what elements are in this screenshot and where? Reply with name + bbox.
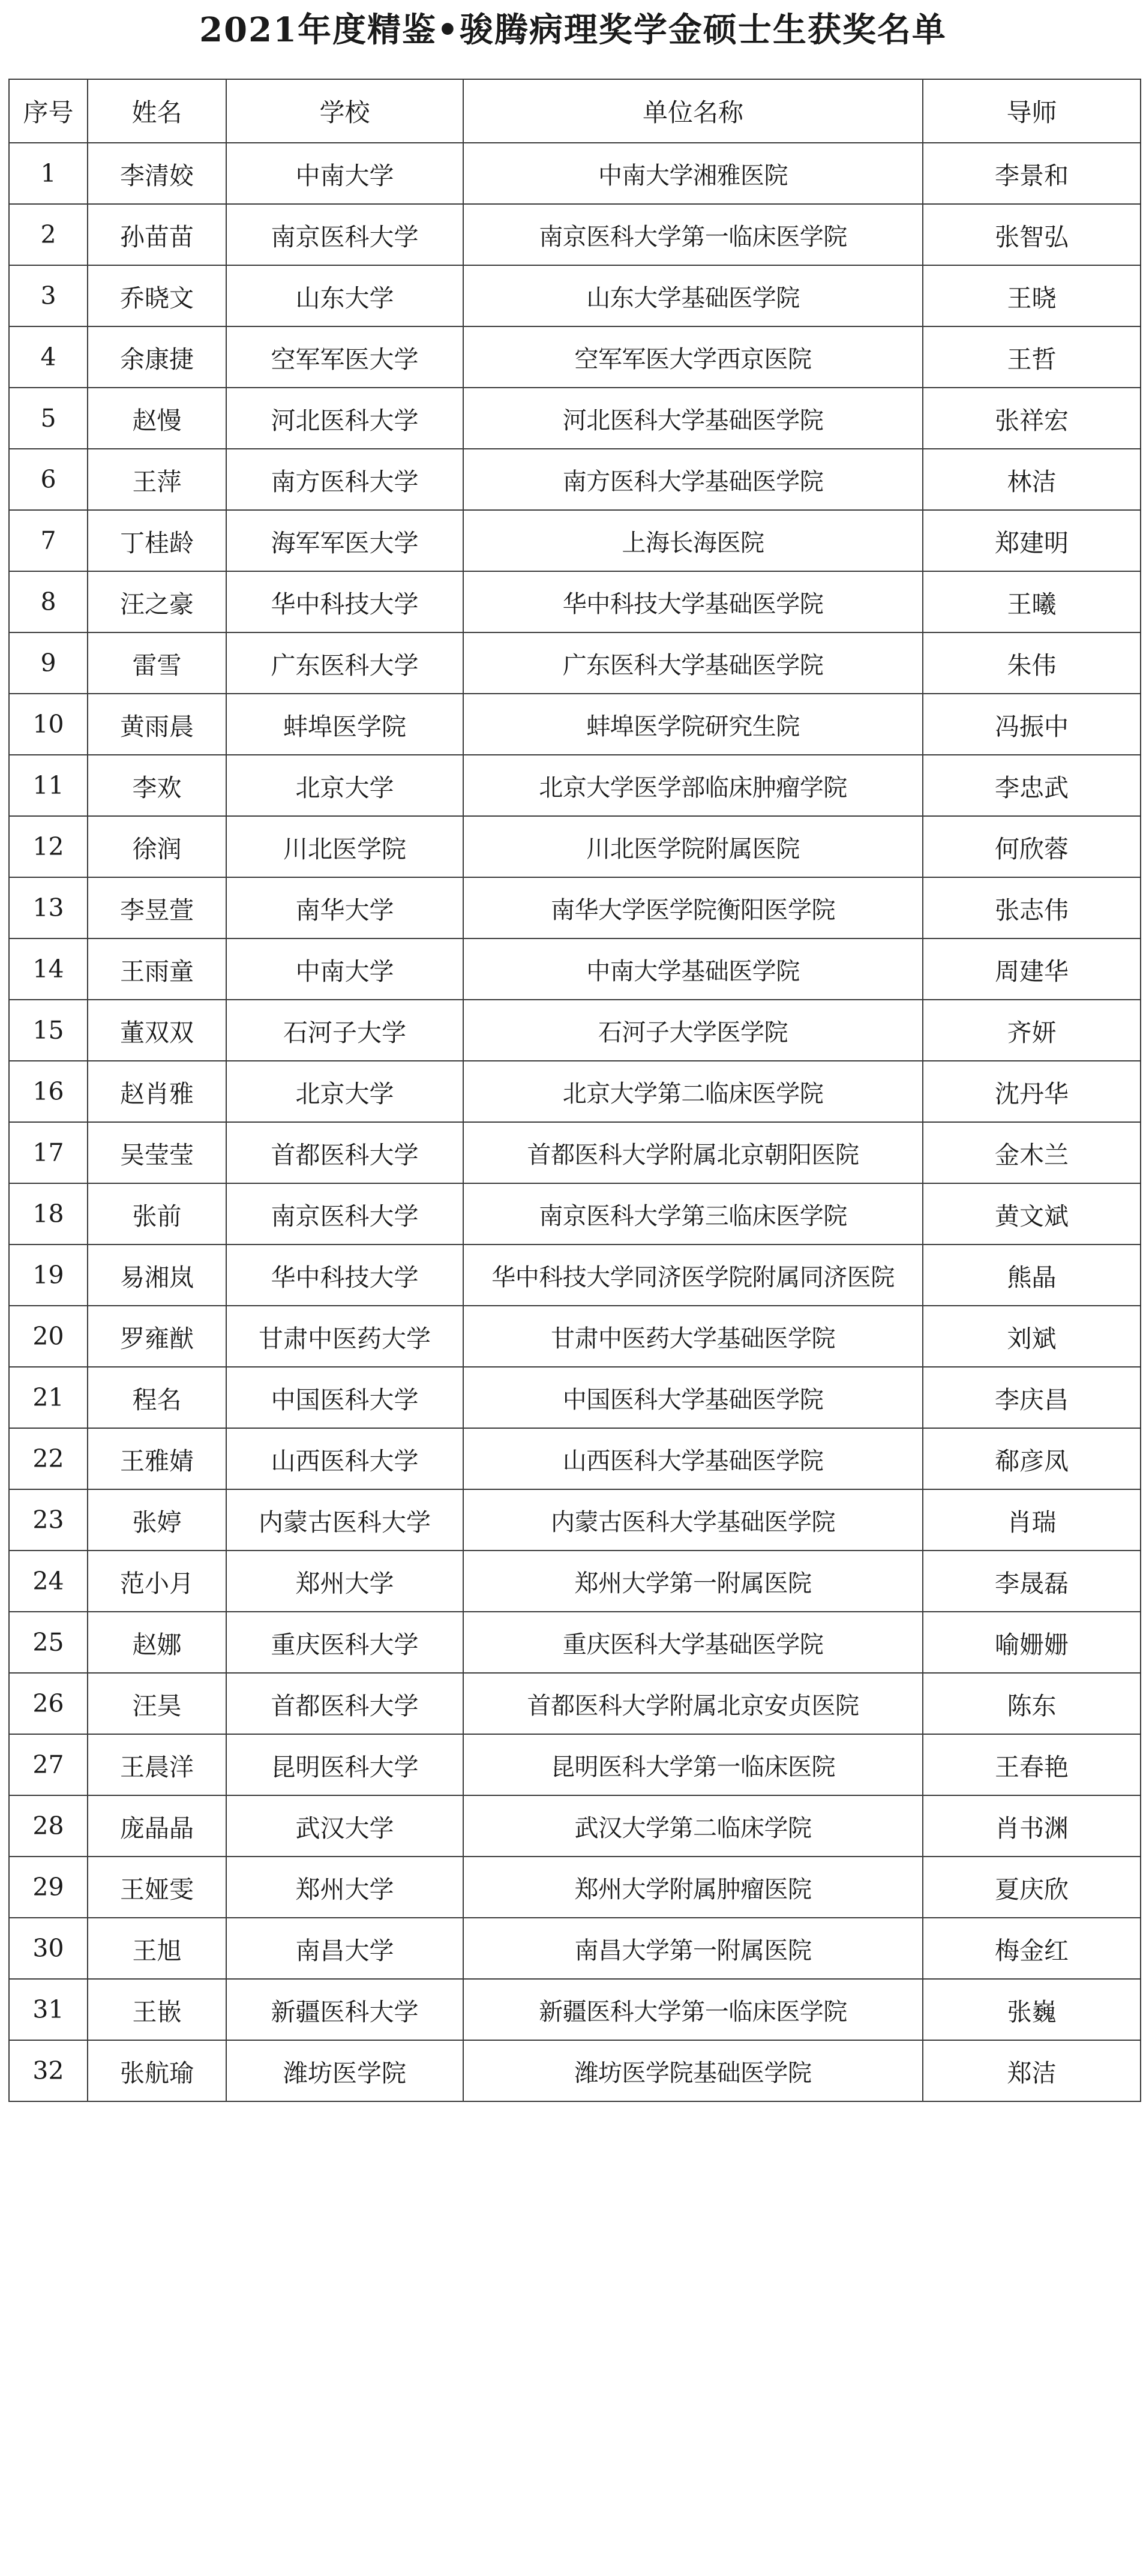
cell-unit-name: 首都医科大学附属北京安贞医院	[463, 1673, 923, 1734]
cell-serial-number: 24	[9, 1551, 88, 1612]
table-row	[9, 1306, 1141, 1367]
cell-serial-number: 29	[9, 1857, 88, 1918]
cell-unit-name: 甘肃中医药大学基础医学院	[463, 1306, 923, 1367]
cell-serial-number: 25	[9, 1612, 88, 1673]
cell-serial-number: 7	[9, 510, 88, 571]
cell-school: 南华大学	[226, 877, 463, 938]
cell-name: 范小月	[88, 1551, 226, 1612]
cell-name: 乔晓文	[88, 265, 226, 326]
table-row	[9, 938, 1141, 1000]
cell-name: 王旭	[88, 1918, 226, 1979]
header-row	[9, 79, 1141, 143]
cell-name: 汪昊	[88, 1673, 226, 1734]
table-row	[9, 1612, 1141, 1673]
table-row	[9, 1122, 1141, 1183]
cell-school: 新疆医科大学	[226, 1979, 463, 2040]
table-body	[9, 143, 1141, 2101]
cell-school: 昆明医科大学	[226, 1734, 463, 1795]
cell-name: 王娅雯	[88, 1857, 226, 1918]
cell-unit-name: 新疆医科大学第一临床医学院	[463, 1979, 923, 2040]
cell-name: 李清姣	[88, 143, 226, 204]
cell-serial-number: 30	[9, 1918, 88, 1979]
cell-school: 中南大学	[226, 938, 463, 1000]
cell-serial-number: 19	[9, 1244, 88, 1306]
cell-mentor: 黄文斌	[923, 1183, 1141, 1244]
cell-mentor: 林洁	[923, 449, 1141, 510]
cell-name: 汪之豪	[88, 571, 226, 632]
cell-name: 雷雪	[88, 632, 226, 694]
cell-serial-number: 16	[9, 1061, 88, 1122]
cell-name: 丁桂龄	[88, 510, 226, 571]
cell-serial-number: 32	[9, 2040, 88, 2101]
table-row	[9, 1061, 1141, 1122]
cell-mentor: 王晓	[923, 265, 1141, 326]
cell-serial-number: 17	[9, 1122, 88, 1183]
table-row	[9, 388, 1141, 449]
cell-mentor: 王曦	[923, 571, 1141, 632]
header-unit-name: 单位名称	[463, 79, 923, 143]
cell-serial-number: 2	[9, 204, 88, 265]
cell-name: 张婷	[88, 1489, 226, 1551]
table-row	[9, 877, 1141, 938]
cell-serial-number: 9	[9, 632, 88, 694]
cell-school: 内蒙古医科大学	[226, 1489, 463, 1551]
cell-mentor: 沈丹华	[923, 1061, 1141, 1122]
cell-unit-name: 广东医科大学基础医学院	[463, 632, 923, 694]
cell-unit-name: 山西医科大学基础医学院	[463, 1428, 923, 1489]
cell-name: 吴莹莹	[88, 1122, 226, 1183]
cell-serial-number: 15	[9, 1000, 88, 1061]
cell-serial-number: 26	[9, 1673, 88, 1734]
cell-school: 北京大学	[226, 755, 463, 816]
cell-mentor: 冯振中	[923, 694, 1141, 755]
cell-mentor: 肖书渊	[923, 1795, 1141, 1857]
cell-school: 潍坊医学院	[226, 2040, 463, 2101]
cell-unit-name: 南京医科大学第三临床医学院	[463, 1183, 923, 1244]
cell-unit-name: 北京大学第二临床医学院	[463, 1061, 923, 1122]
cell-mentor: 李晟磊	[923, 1551, 1141, 1612]
cell-school: 甘肃中医药大学	[226, 1306, 463, 1367]
cell-unit-name: 石河子大学医学院	[463, 1000, 923, 1061]
cell-school: 蚌埠医学院	[226, 694, 463, 755]
table-row	[9, 1857, 1141, 1918]
cell-unit-name: 北京大学医学部临床肿瘤学院	[463, 755, 923, 816]
cell-unit-name: 郑州大学第一附属医院	[463, 1551, 923, 1612]
cell-name: 赵娜	[88, 1612, 226, 1673]
table-row	[9, 1428, 1141, 1489]
table-row	[9, 755, 1141, 816]
table-row	[9, 1795, 1141, 1857]
cell-serial-number: 13	[9, 877, 88, 938]
cell-name: 余康捷	[88, 326, 226, 388]
cell-unit-name: 潍坊医学院基础医学院	[463, 2040, 923, 2101]
cell-mentor: 张祥宏	[923, 388, 1141, 449]
cell-serial-number: 3	[9, 265, 88, 326]
cell-unit-name: 内蒙古医科大学基础医学院	[463, 1489, 923, 1551]
cell-serial-number: 14	[9, 938, 88, 1000]
cell-unit-name: 华中科技大学同济医学院附属同济医院	[463, 1244, 923, 1306]
cell-mentor: 何欣蓉	[923, 816, 1141, 877]
cell-name: 王萍	[88, 449, 226, 510]
cell-name: 王雨童	[88, 938, 226, 1000]
cell-school: 广东医科大学	[226, 632, 463, 694]
cell-serial-number: 8	[9, 571, 88, 632]
cell-name: 黄雨晨	[88, 694, 226, 755]
cell-serial-number: 21	[9, 1367, 88, 1428]
cell-school: 郑州大学	[226, 1551, 463, 1612]
cell-unit-name: 华中科技大学基础医学院	[463, 571, 923, 632]
cell-mentor: 张智弘	[923, 204, 1141, 265]
cell-serial-number: 4	[9, 326, 88, 388]
cell-unit-name: 河北医科大学基础医学院	[463, 388, 923, 449]
cell-serial-number: 27	[9, 1734, 88, 1795]
table-row	[9, 1673, 1141, 1734]
cell-name: 孙苗苗	[88, 204, 226, 265]
cell-mentor: 喻姗姗	[923, 1612, 1141, 1673]
table-row	[9, 694, 1141, 755]
cell-mentor: 朱伟	[923, 632, 1141, 694]
cell-mentor: 夏庆欣	[923, 1857, 1141, 1918]
table-row	[9, 571, 1141, 632]
cell-unit-name: 郑州大学附属肿瘤医院	[463, 1857, 923, 1918]
cell-unit-name: 南华大学医学院衡阳医学院	[463, 877, 923, 938]
cell-name: 赵肖雅	[88, 1061, 226, 1122]
cell-mentor: 陈东	[923, 1673, 1141, 1734]
cell-unit-name: 中国医科大学基础医学院	[463, 1367, 923, 1428]
cell-serial-number: 11	[9, 755, 88, 816]
cell-name: 张航瑜	[88, 2040, 226, 2101]
cell-name: 易湘岚	[88, 1244, 226, 1306]
cell-school: 河北医科大学	[226, 388, 463, 449]
cell-school: 山西医科大学	[226, 1428, 463, 1489]
table-row	[9, 632, 1141, 694]
cell-unit-name: 中南大学基础医学院	[463, 938, 923, 1000]
cell-unit-name: 昆明医科大学第一临床医院	[463, 1734, 923, 1795]
cell-school: 北京大学	[226, 1061, 463, 1122]
cell-name: 王雅婧	[88, 1428, 226, 1489]
cell-name: 徐润	[88, 816, 226, 877]
table-row	[9, 1244, 1141, 1306]
cell-school: 南方医科大学	[226, 449, 463, 510]
table-row	[9, 1918, 1141, 1979]
cell-unit-name: 南昌大学第一附属医院	[463, 1918, 923, 1979]
cell-mentor: 李忠武	[923, 755, 1141, 816]
cell-serial-number: 22	[9, 1428, 88, 1489]
cell-serial-number: 6	[9, 449, 88, 510]
cell-school: 华中科技大学	[226, 1244, 463, 1306]
cell-school: 川北医学院	[226, 816, 463, 877]
cell-mentor: 郑建明	[923, 510, 1141, 571]
table-row	[9, 1489, 1141, 1551]
cell-mentor: 齐妍	[923, 1000, 1141, 1061]
cell-school: 武汉大学	[226, 1795, 463, 1857]
cell-unit-name: 重庆医科大学基础医学院	[463, 1612, 923, 1673]
cell-school: 华中科技大学	[226, 571, 463, 632]
cell-serial-number: 31	[9, 1979, 88, 2040]
cell-name: 王晨洋	[88, 1734, 226, 1795]
table-row	[9, 1979, 1141, 2040]
cell-unit-name: 山东大学基础医学院	[463, 265, 923, 326]
cell-unit-name: 中南大学湘雅医院	[463, 143, 923, 204]
cell-mentor: 李景和	[923, 143, 1141, 204]
table-header	[9, 79, 1141, 143]
cell-mentor: 张巍	[923, 1979, 1141, 2040]
cell-school: 南昌大学	[226, 1918, 463, 1979]
cell-school: 首都医科大学	[226, 1122, 463, 1183]
cell-mentor: 刘斌	[923, 1306, 1141, 1367]
table-row	[9, 204, 1141, 265]
cell-mentor: 王哲	[923, 326, 1141, 388]
cell-name: 李欢	[88, 755, 226, 816]
cell-mentor: 郑洁	[923, 2040, 1141, 2101]
table-row	[9, 265, 1141, 326]
cell-school: 中国医科大学	[226, 1367, 463, 1428]
cell-name: 张前	[88, 1183, 226, 1244]
award-table	[8, 79, 1141, 2102]
table-row	[9, 326, 1141, 388]
cell-unit-name: 上海长海医院	[463, 510, 923, 571]
cell-school: 南京医科大学	[226, 1183, 463, 1244]
cell-mentor: 金木兰	[923, 1122, 1141, 1183]
cell-school: 中南大学	[226, 143, 463, 204]
table-row	[9, 2040, 1141, 2101]
cell-unit-name: 首都医科大学附属北京朝阳医院	[463, 1122, 923, 1183]
document-title: 2021年度精鉴•骏腾病理奖学金硕士生获奖名单	[199, 10, 947, 50]
table-row	[9, 449, 1141, 510]
cell-mentor: 熊晶	[923, 1244, 1141, 1306]
cell-unit-name: 空军军医大学西京医院	[463, 326, 923, 388]
cell-mentor: 郗彦凤	[923, 1428, 1141, 1489]
cell-school: 空军军医大学	[226, 326, 463, 388]
cell-name: 庞晶晶	[88, 1795, 226, 1857]
cell-name: 王嵌	[88, 1979, 226, 2040]
cell-mentor: 李庆昌	[923, 1367, 1141, 1428]
cell-school: 山东大学	[226, 265, 463, 326]
cell-school: 南京医科大学	[226, 204, 463, 265]
cell-serial-number: 5	[9, 388, 88, 449]
cell-name: 李昱萱	[88, 877, 226, 938]
header-name: 姓名	[88, 79, 226, 143]
cell-unit-name: 蚌埠医学院研究生院	[463, 694, 923, 755]
cell-mentor: 周建华	[923, 938, 1141, 1000]
cell-mentor: 梅金红	[923, 1918, 1141, 1979]
cell-school: 郑州大学	[226, 1857, 463, 1918]
cell-name: 罗雍猷	[88, 1306, 226, 1367]
table-row	[9, 1551, 1141, 1612]
cell-mentor: 肖瑞	[923, 1489, 1141, 1551]
cell-mentor: 王春艳	[923, 1734, 1141, 1795]
header-serial-number: 序号	[9, 79, 88, 143]
table-row	[9, 1734, 1141, 1795]
header-school: 学校	[226, 79, 463, 143]
cell-name: 董双双	[88, 1000, 226, 1061]
cell-unit-name: 南方医科大学基础医学院	[463, 449, 923, 510]
table-row	[9, 1000, 1141, 1061]
cell-school: 首都医科大学	[226, 1673, 463, 1734]
cell-school: 重庆医科大学	[226, 1612, 463, 1673]
cell-unit-name: 川北医学院附属医院	[463, 816, 923, 877]
table-row	[9, 143, 1141, 204]
cell-serial-number: 18	[9, 1183, 88, 1244]
cell-serial-number: 12	[9, 816, 88, 877]
table-row	[9, 816, 1141, 877]
table-row	[9, 510, 1141, 571]
cell-unit-name: 南京医科大学第一临床医学院	[463, 204, 923, 265]
cell-name: 赵慢	[88, 388, 226, 449]
cell-serial-number: 28	[9, 1795, 88, 1857]
table-row	[9, 1183, 1141, 1244]
cell-school: 石河子大学	[226, 1000, 463, 1061]
cell-serial-number: 1	[9, 143, 88, 204]
cell-name: 程名	[88, 1367, 226, 1428]
table-row	[9, 1367, 1141, 1428]
cell-serial-number: 10	[9, 694, 88, 755]
header-mentor: 导师	[923, 79, 1141, 143]
cell-school: 海军军医大学	[226, 510, 463, 571]
cell-serial-number: 20	[9, 1306, 88, 1367]
cell-mentor: 张志伟	[923, 877, 1141, 938]
cell-unit-name: 武汉大学第二临床学院	[463, 1795, 923, 1857]
cell-serial-number: 23	[9, 1489, 88, 1551]
